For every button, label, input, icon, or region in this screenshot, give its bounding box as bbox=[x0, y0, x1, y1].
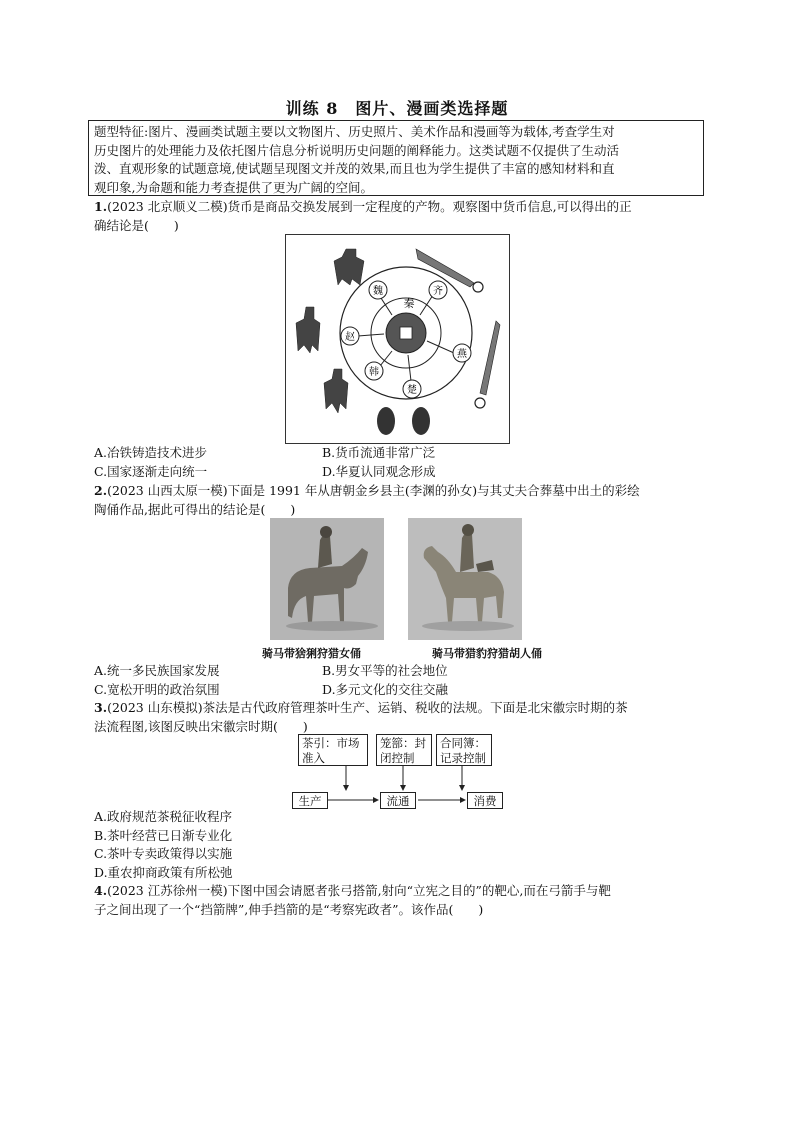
question-2-options bbox=[94, 662, 654, 699]
figurine-caption: 骑马带猞猁狩猎女俑 bbox=[262, 647, 361, 660]
question-number: 2. bbox=[94, 483, 108, 498]
flow-box-production: 生产 bbox=[292, 792, 328, 809]
question-number: 1. bbox=[94, 199, 108, 214]
option-a[interactable]: A.政府规范茶税征收程序 bbox=[94, 809, 233, 824]
option-d[interactable]: D.华夏认同观念形成 bbox=[322, 463, 436, 479]
question-3-stem bbox=[94, 699, 706, 736]
option-c[interactable]: C.国家逐渐走向统一 bbox=[94, 463, 208, 479]
state-label-qi: 齐 bbox=[433, 286, 443, 297]
spade-coin-icon bbox=[296, 307, 320, 353]
question-text: (2023 山西太原一模)下面是 1991 年从唐朝金乡县主(李渊的孙女)与其丈夫合葬墓中出土的彩绘 bbox=[107, 483, 640, 498]
state-label-zhao: 赵 bbox=[345, 332, 355, 343]
intro-box bbox=[88, 120, 704, 196]
question-2-stem bbox=[94, 482, 706, 519]
question-text: (2023 江苏徐州一模)下图中国会请愿者张弓搭箭,射向“立宪之目的”的靶心,而在弓箭手与靶 bbox=[107, 883, 611, 898]
spade-coin-icon bbox=[324, 369, 348, 413]
question-text: 陶俑作品,据此可得出的结论是( ) bbox=[94, 501, 296, 517]
question-1-options bbox=[94, 444, 654, 481]
question-number: 4. bbox=[94, 883, 108, 898]
question-text: (2023 山东模拟)茶法是古代政府管理茶叶生产、运销、税收的法规。下面是北宋徽宗时期的茶 bbox=[107, 700, 628, 715]
knife-coin-icon bbox=[475, 321, 500, 408]
option-b[interactable]: B.货币流通非常广泛 bbox=[322, 445, 436, 460]
state-label-wei: 魏 bbox=[373, 286, 383, 297]
flow-box-circulation: 流通 bbox=[380, 792, 416, 809]
option-b[interactable]: B.茶叶经营已日渐专业化 bbox=[94, 827, 233, 843]
state-label-chu: 楚 bbox=[407, 385, 417, 396]
spade-coin-icon bbox=[334, 249, 364, 285]
option-a[interactable]: A.统一多民族国家发展 bbox=[94, 663, 220, 678]
option-b[interactable]: B.男女平等的社会地位 bbox=[322, 663, 448, 678]
question-text: 子之间出现了一个“挡箭牌”,伸手挡箭的是“考察宪政者”。该作品( ) bbox=[94, 901, 484, 917]
horse-rider-figurine-photo bbox=[408, 518, 522, 640]
intro-line: 历史图片的处理能力及依托图片信息分析说明历史问题的阐释能力。这类试题不仅提供了生动活 bbox=[94, 142, 620, 158]
option-c[interactable]: C.茶叶专卖政策得以实施 bbox=[94, 846, 233, 861]
question-number: 3. bbox=[94, 700, 108, 715]
flow-box-tea-permit: 茶引：市场准入 bbox=[298, 734, 368, 766]
option-d[interactable]: D.多元文化的交往交融 bbox=[322, 681, 449, 697]
question-text: 确结论是( ) bbox=[94, 217, 179, 233]
intro-line: 观印象,为命题和能力考查提供了更为广阔的空间。 bbox=[94, 179, 373, 195]
question-1-stem bbox=[94, 198, 706, 235]
state-label-han: 韩 bbox=[369, 367, 379, 378]
question-3-options bbox=[94, 808, 654, 882]
option-a[interactable]: A.冶铁铸造技术进步 bbox=[94, 445, 208, 460]
state-label-qin: 秦 bbox=[403, 297, 415, 310]
state-label-yan: 燕 bbox=[457, 349, 467, 360]
figurine-caption: 骑马带猎豹狩猎胡人俑 bbox=[432, 647, 542, 660]
ant-nose-coin-icon bbox=[377, 407, 395, 435]
page-title: 训练 8 图片、漫画类选择题 bbox=[285, 99, 509, 118]
intro-line: 题型特征:图片、漫画类试题主要以文物图片、历史照片、美术作品和漫画等为载体,考查学生对 bbox=[94, 124, 615, 139]
question-4-stem bbox=[94, 882, 706, 919]
figurine-captions bbox=[262, 645, 542, 661]
question-text: 法流程图,该图反映出宋徽宗时期( ) bbox=[94, 718, 308, 734]
flow-box-consumption: 消费 bbox=[467, 792, 503, 809]
intro-line: 泼、直观形象的试题意境,使试题呈现图文并茂的效果,而且也为学生提供了丰富的感知材料和直 bbox=[94, 161, 615, 176]
coin-diagram bbox=[286, 235, 509, 443]
option-c[interactable]: C.宽松开明的政治氛围 bbox=[94, 681, 220, 697]
question-text: (2023 北京顺义二模)货币是商品交换发展到一定程度的产物。观察图中货币信息,可以得出的正 bbox=[107, 199, 632, 214]
horse-rider-figurine-photo bbox=[270, 518, 384, 640]
ant-nose-coin-icon bbox=[412, 407, 430, 435]
coin-map-figure bbox=[285, 234, 510, 444]
tea-law-flowchart bbox=[290, 734, 504, 810]
flow-box-sealed-basket: 笼篰：封闭控制 bbox=[376, 734, 432, 766]
option-d[interactable]: D.重农抑商政策有所松弛 bbox=[94, 864, 233, 880]
flow-box-contract-register: 合同簿：记录控制 bbox=[436, 734, 492, 766]
